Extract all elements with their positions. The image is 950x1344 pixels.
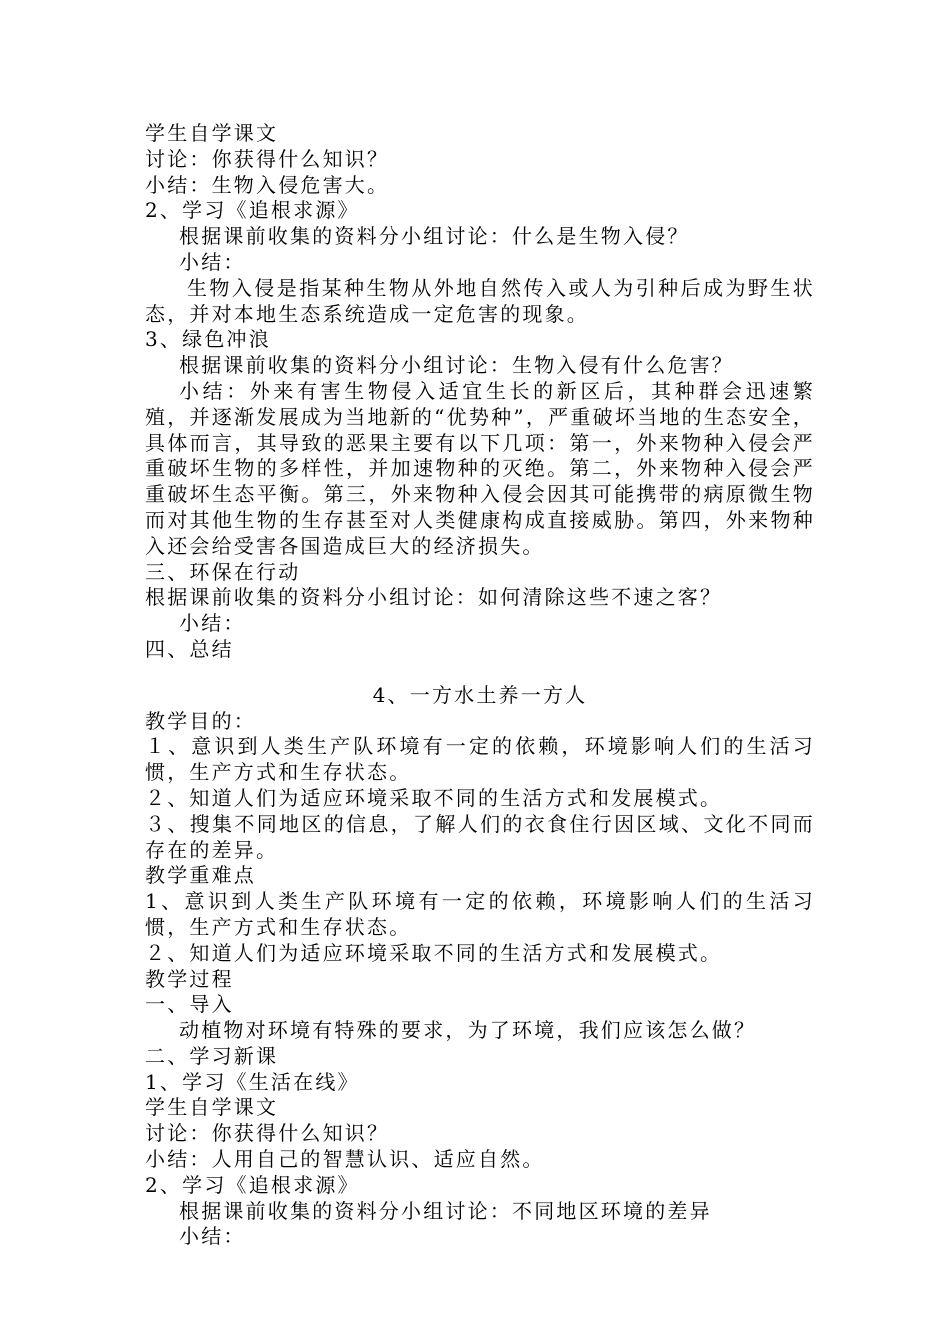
paragraph: ２、知道人们为适应环境采取不同的生活方式和发展模式。 [145, 940, 723, 965]
paragraph: 生物入侵是指某种生物从外地自然传入或人为引种后成为野生状态，并对本地生态系统造成一定危害的现象。 [145, 275, 815, 326]
paragraph: １、意识到人类生产队环境有一定的依赖，环境影响人们的生活习惯，生产方式和生存状态。 [145, 734, 815, 785]
paragraph: 小结：生物入侵危害大。 [145, 172, 390, 197]
section-heading: 1、学习《生活在线》 [145, 1069, 360, 1094]
paragraph: 小结： [179, 1224, 246, 1249]
section-heading: 2、学习《追根求源》 [145, 198, 360, 223]
paragraph: 小结： [179, 249, 246, 274]
paragraph: 根据课前收集的资料分小组讨论：什么是生物入侵？ [179, 224, 690, 249]
paragraph: 动植物对环境有特殊的要求，为了环境，我们应该怎么做？ [179, 1018, 757, 1043]
paragraph: 小结： [179, 611, 246, 636]
paragraph: 讨论：你获得什么知识？ [145, 1121, 390, 1146]
section-heading: 教学重难点 [145, 863, 256, 888]
section-heading: 2、学习《追根求源》 [145, 1172, 360, 1197]
section-heading: 教学过程 [145, 966, 234, 991]
section-heading: 一、导入 [145, 992, 234, 1017]
document-body [145, 121, 815, 1250]
paragraph: 学生自学课文 [145, 121, 279, 145]
paragraph: 根据课前收集的资料分小组讨论：生物入侵有什么危害？ [179, 353, 734, 378]
paragraph: ２、知道人们为适应环境采取不同的生活方式和发展模式。 [145, 785, 723, 810]
section-heading: 三、环保在行动 [145, 559, 301, 584]
paragraph: 根据课前收集的资料分小组讨论：如何清除这些不速之客？ [145, 585, 723, 610]
paragraph: 根据课前收集的资料分小组讨论：不同地区环境的差异 [179, 1198, 712, 1223]
section-heading: 二、学习新课 [145, 1043, 279, 1068]
section-heading: 四、总结 [145, 636, 234, 661]
paragraph: 小结：外来有害生物侵入适宜生长的新区后，其种群会迅速繁殖，并逐渐发展成为当地新的“优势种”，严重破坏当地的生态安全，具体而言，其导致的恶果主要有以下几项：第一，外来物种入侵会严重破坏生物的多样性，并加速物种的灭绝。第二，外来物种入侵会严重破坏生态平衡。第三，外来物种入侵会因其可能携带的病原微生物而对其他生物的生存甚至对人类健康构成直接威胁。第四，外来物种入还会给受害各国造成巨大的经济损失。 [145, 378, 815, 558]
section-heading: 教学目的： [145, 708, 256, 733]
paragraph: 讨论：你获得什么知识？ [145, 146, 390, 171]
paragraph: 小结：人用自己的智慧认识、适应自然。 [145, 1147, 545, 1172]
paragraph: 1、意识到人类生产队环境有一定的依赖，环境影响人们的生活习惯，生产方式和生存状态。 [145, 889, 815, 939]
section-heading: 3、绿色冲浪 [145, 327, 271, 352]
lesson-title: 4、一方水土养一方人 [372, 682, 588, 707]
paragraph: 学生自学课文 [145, 1095, 279, 1120]
paragraph: ３、搜集不同地区的信息，了解人们的衣食住行因区域、文化不同而存在的差异。 [145, 811, 815, 862]
